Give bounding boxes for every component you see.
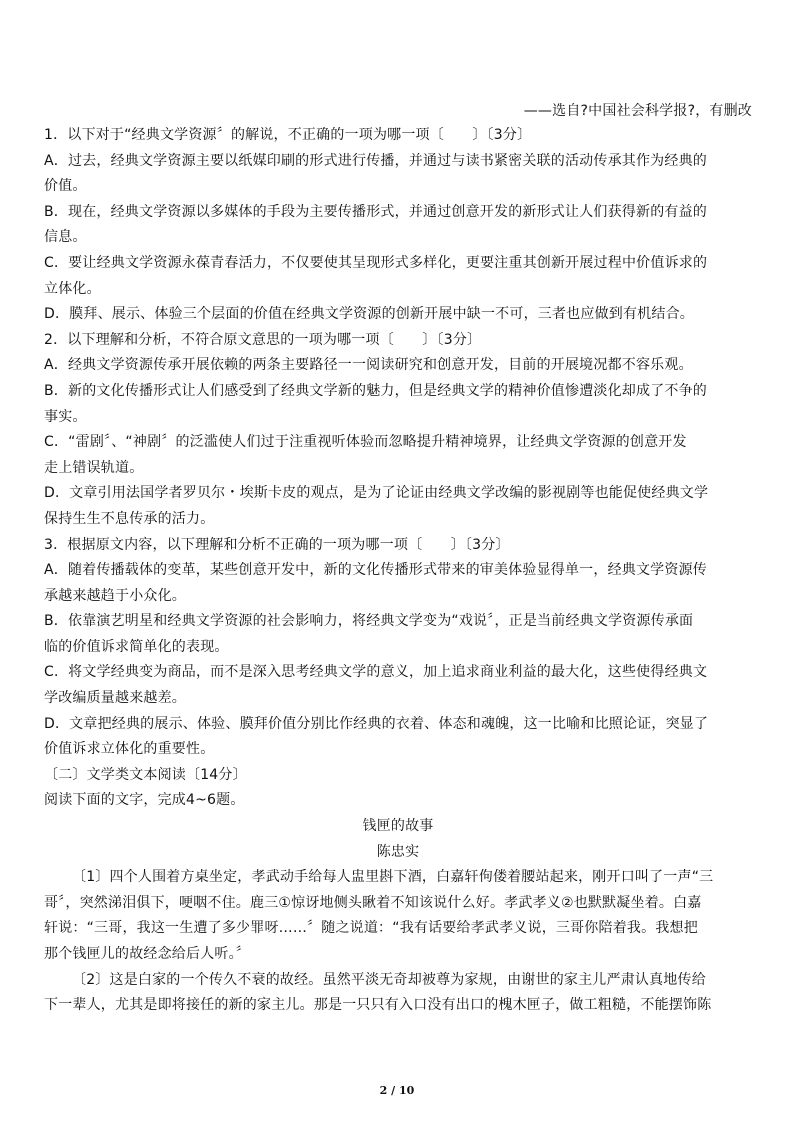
option-c-cont: 立体化。 [44, 280, 101, 297]
page-content [44, 123, 752, 1019]
option-a: A．过去，经典文学资源主要以纸媒印刷的形式进行传播，并通过与读书紧密关联的活动传承其作为经典的 [44, 152, 707, 169]
option-d-cont: 保持生生不息传承的活力。 [44, 510, 215, 527]
option-d: D．文章把经典的展示、体验、膜拜价值分别比作经典的衣着、体态和魂魄，这一比喻和比照论证，突显了 [44, 715, 709, 732]
paragraph-line: 哥〞，突然涕泪俱下，哽咽不住。鹿三①惊讶地侧头瞅着不知该说什么好。孝武孝义②也默默凝坐着。白嘉 [44, 894, 702, 911]
option-c: C．要让经典文学资源永葆青春活力，不仅要使其呈现形式多样化，更要注重其创新开展过程中价值诉求的 [44, 254, 708, 271]
article-source: ——选自?中国社会科学报?，有删改 [523, 103, 752, 119]
paragraph-line: 下一辈人，尤其是即将接任的新的家主儿。那是一只只有入口没有出口的槐木匣子，做工粗糙，不能摆饰陈 [44, 997, 712, 1014]
story-title: 钱匣的故事 [362, 818, 434, 835]
section-instruction: 阅读下面的文字，完成4~6题。 [44, 792, 245, 809]
section-heading: 〔二〕文学类文本阅读〔14分〕 [44, 766, 247, 783]
option-b: B．新的文化传播形式让人们感受到了经典文学新的魅力，但是经典文学的精神价值惨遭淡化却成了不争的 [44, 382, 708, 399]
question-stem: 1．以下对于“经典文学资源〞的解说，不正确的一项为哪一项〔 〕〔3分〕 [44, 127, 532, 143]
option-c: C．“雷剧〞、“神剧〞的泛滥使人们过于注重视听体验而忽略提升精神境界，让经典文学资源的创意开发 [44, 434, 687, 451]
story-author: 陈忠实 [376, 843, 420, 860]
option-c-cont: 学改编质量越来越差。 [44, 690, 186, 707]
option-b-cont: 事实。 [44, 408, 87, 425]
option-a-cont: 价值。 [44, 178, 87, 195]
page-number: 2 / 10 [379, 1084, 415, 1097]
paragraph-line: 轩说：“三哥，我这一生遭了多少罪呀……〞随之说道：“我有话要给孝武孝义说，三哥你陪着我。我想把 [44, 920, 698, 937]
question-1 [44, 123, 752, 328]
paragraph-line: 〔1〕四个人围着方桌坐定，孝武动手给每人盅里斟下酒，白嘉轩佝偻着腰站起来，刚开口叫了一声“三 [72, 869, 714, 886]
paragraph-line: 那个钱匣儿的故经念给后人听。〞 [44, 946, 250, 962]
option-b: B．现在，经典文学资源以多媒体的手段为主要传播形式，并通过创意开发的新形式让人们获得新的有益的 [44, 203, 708, 220]
option-b-cont: 信息。 [44, 229, 87, 246]
option-b: B．依靠演艺明星和经典文学资源的社会影响力，将经典文学变为“戏说〞，正是当前经典文学资源传承面 [44, 613, 694, 630]
option-c: C．将文学经典变为商品，而不是深入思考经典文学的意义，加上追求商业利益的最大化，这些使得经典文 [44, 664, 708, 681]
question-stem: 3．根据原文内容，以下理解和分析不正确的一项为哪一项〔 〕〔3分〕 [44, 536, 510, 553]
option-a: A．经典文学资源传承开展依赖的两条主要路径一一阅读研究和创意开发，目前的开展境况都不容乐观。 [44, 357, 693, 374]
option-d: D．文章引用法国学者罗贝尔・埃斯卡皮的观点，是为了论证由经典文学改编的影视剧等也能促使经典文学 [44, 485, 709, 502]
option-d-cont: 价值诉求立体化的重要性。 [44, 741, 215, 758]
section-literary-reading [44, 763, 752, 1019]
paragraph-line: 〔2〕这是白家的一个传久不衰的故经。虽然平淡无奇却被尊为家规，由谢世的家主儿严肃认真地传给 [72, 971, 706, 988]
option-d: D．膜拜、展示、体验三个层面的价值在经典文学资源的创新开展中缺一不可，三者也应做到有机结合。 [44, 306, 694, 323]
paragraph-1 [44, 865, 752, 967]
question-2 [44, 328, 752, 533]
document-page [44, 0, 752, 1123]
option-c-cont: 走上错误轨道。 [44, 459, 144, 476]
option-b-cont: 临的价值诉求简单化的表现。 [44, 638, 229, 655]
paragraph-2 [44, 968, 752, 1019]
option-a: A．随着传播载体的变革，某些创意开发中，新的文化传播形式带来的审美体验显得单一，经典文学资源传 [44, 562, 707, 579]
question-3 [44, 533, 752, 763]
option-a-cont: 承越来越趋于小众化。 [44, 587, 186, 604]
question-stem: 2．以下理解和分析，不符合原文意思的一项为哪一项〔 〕〔3分〕 [44, 331, 482, 348]
